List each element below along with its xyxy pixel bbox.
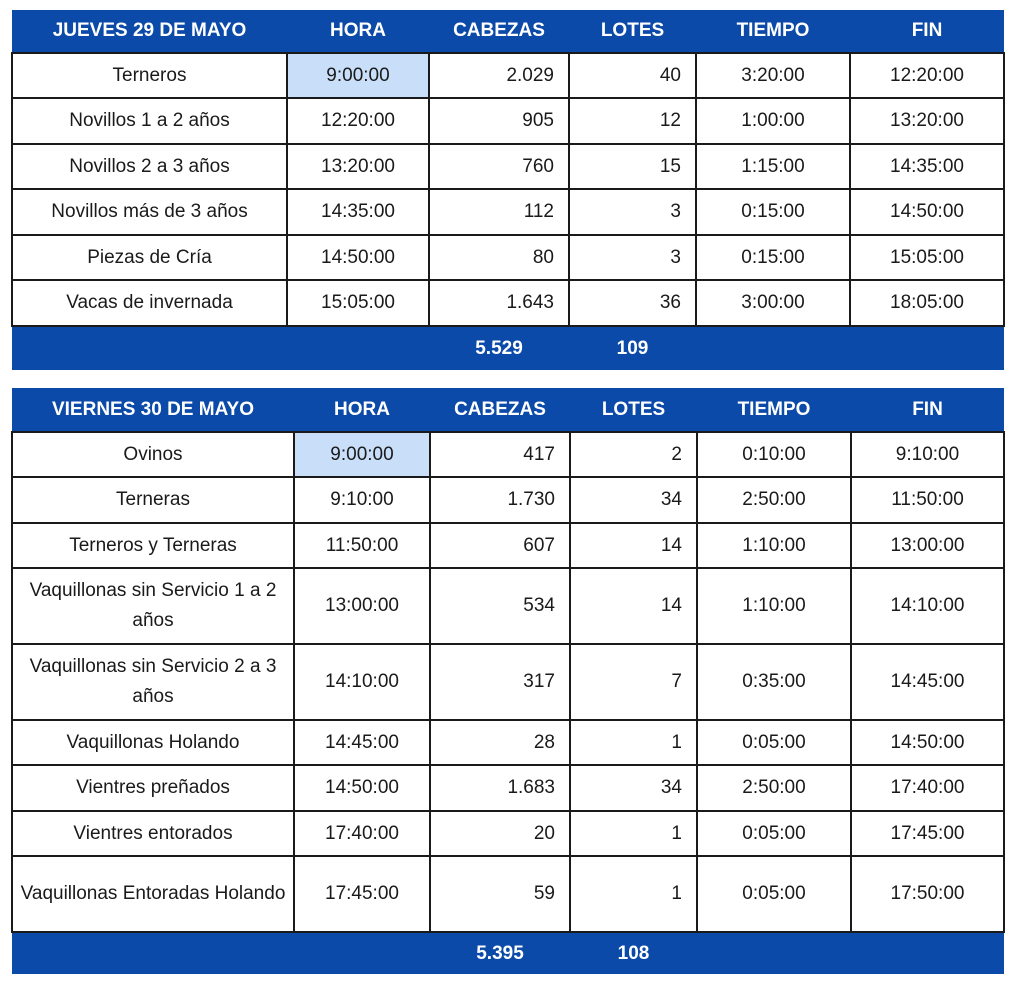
- cell-hora: 14:50:00: [294, 765, 430, 811]
- cell-lotes: 40: [569, 53, 696, 98]
- table-row: [12, 856, 1004, 932]
- table-row: [12, 765, 1004, 811]
- total-lotes: 108: [570, 932, 697, 974]
- cell-fin: 12:20:00: [850, 53, 1004, 98]
- header-hora: HORA: [294, 388, 430, 432]
- cell-cabezas: 607: [430, 523, 570, 568]
- cell-tiempo: 0:05:00: [697, 856, 851, 932]
- table-row: [12, 432, 1004, 477]
- cell-category: Vaquillonas Entoradas Holando: [12, 856, 294, 932]
- cell-lotes: 15: [569, 144, 696, 189]
- cell-cabezas: 2.029: [429, 53, 569, 98]
- cell-cabezas: 317: [430, 644, 570, 720]
- cell-tiempo: 3:00:00: [696, 280, 850, 326]
- cell-fin: 14:10:00: [851, 568, 1004, 644]
- cell-hora: 15:05:00: [287, 280, 429, 326]
- cell-cabezas: 417: [430, 432, 570, 477]
- totals-row: [12, 326, 1004, 370]
- cell-cabezas: 20: [430, 811, 570, 856]
- cell-category: Vaquillonas Holando: [12, 720, 294, 765]
- cell-lotes: 14: [570, 523, 697, 568]
- table-row: [12, 235, 1004, 280]
- cell-tiempo: 0:15:00: [696, 235, 850, 280]
- cell-tiempo: 0:15:00: [696, 189, 850, 235]
- cell-cabezas: 760: [429, 144, 569, 189]
- cell-lotes: 12: [569, 98, 696, 144]
- cell-category: Novillos 1 a 2 años: [12, 98, 287, 144]
- table-row: [12, 523, 1004, 568]
- header-lotes: LOTES: [569, 10, 696, 53]
- cell-lotes: 3: [569, 189, 696, 235]
- cell-tiempo: 3:20:00: [696, 53, 850, 98]
- cell-fin: 17:45:00: [851, 811, 1004, 856]
- cell-hora: 12:20:00: [287, 98, 429, 144]
- cell-tiempo: 0:05:00: [697, 811, 851, 856]
- cell-cabezas: 1.683: [430, 765, 570, 811]
- table-row: [12, 644, 1004, 720]
- header-day: VIERNES 30 DE MAYO: [12, 388, 294, 432]
- cell-fin: 14:50:00: [850, 189, 1004, 235]
- cell-cabezas: 112: [429, 189, 569, 235]
- cell-fin: 13:00:00: [851, 523, 1004, 568]
- cell-category: Vientres preñados: [12, 765, 294, 811]
- cell-hora: 14:45:00: [294, 720, 430, 765]
- cell-category: Terneras: [12, 477, 294, 523]
- cell-hora: 11:50:00: [294, 523, 430, 568]
- cell-lotes: 7: [570, 644, 697, 720]
- table-row: [12, 720, 1004, 765]
- cell-hora: 14:35:00: [287, 189, 429, 235]
- cell-tiempo: 2:50:00: [697, 765, 851, 811]
- table-row: [12, 144, 1004, 189]
- cell-fin: 13:20:00: [850, 98, 1004, 144]
- cell-category: Vientres entorados: [12, 811, 294, 856]
- cell-tiempo: 0:10:00: [697, 432, 851, 477]
- header-hora: HORA: [287, 10, 429, 53]
- total-lotes: 109: [569, 326, 696, 370]
- header-row: [12, 10, 1004, 53]
- cell-fin: 18:05:00: [850, 280, 1004, 326]
- cell-hora: 9:00:00: [294, 432, 430, 477]
- total-cabezas: 5.529: [429, 326, 569, 370]
- header-fin: FIN: [850, 10, 1004, 53]
- cell-hora: 13:00:00: [294, 568, 430, 644]
- cell-tiempo: 0:05:00: [697, 720, 851, 765]
- cell-category: Piezas de Cría: [12, 235, 287, 280]
- table-row: [12, 98, 1004, 144]
- cell-fin: 9:10:00: [851, 432, 1004, 477]
- header-tiempo: TIEMPO: [697, 388, 851, 432]
- table-row: [12, 568, 1004, 644]
- cell-fin: 14:45:00: [851, 644, 1004, 720]
- cell-tiempo: 1:10:00: [697, 568, 851, 644]
- cell-tiempo: 1:15:00: [696, 144, 850, 189]
- total-cabezas: 5.395: [430, 932, 570, 974]
- cell-lotes: 1: [570, 856, 697, 932]
- cell-category: Novillos más de 3 años: [12, 189, 287, 235]
- cell-tiempo: 0:35:00: [697, 644, 851, 720]
- header-cabezas: CABEZAS: [430, 388, 570, 432]
- header-cabezas: CABEZAS: [429, 10, 569, 53]
- cell-lotes: 36: [569, 280, 696, 326]
- cell-fin: 14:50:00: [851, 720, 1004, 765]
- table-row: [12, 811, 1004, 856]
- header-fin: FIN: [851, 388, 1004, 432]
- cell-cabezas: 534: [430, 568, 570, 644]
- table-row: [12, 477, 1004, 523]
- cell-tiempo: 1:10:00: [697, 523, 851, 568]
- cell-cabezas: 1.643: [429, 280, 569, 326]
- cell-tiempo: 2:50:00: [697, 477, 851, 523]
- cell-category: Terneros y Terneras: [12, 523, 294, 568]
- cell-lotes: 1: [570, 720, 697, 765]
- cell-lotes: 2: [570, 432, 697, 477]
- cell-fin: 14:35:00: [850, 144, 1004, 189]
- cell-lotes: 34: [570, 477, 697, 523]
- cell-lotes: 14: [570, 568, 697, 644]
- cell-category: Vaquillonas sin Servicio 1 a 2 años: [12, 568, 294, 644]
- schedule-table-friday: [11, 388, 1005, 974]
- cell-hora: 9:10:00: [294, 477, 430, 523]
- table-row: [12, 53, 1004, 98]
- cell-fin: 11:50:00: [851, 477, 1004, 523]
- cell-category: Vacas de invernada: [12, 280, 287, 326]
- cell-hora: 17:40:00: [294, 811, 430, 856]
- cell-fin: 15:05:00: [850, 235, 1004, 280]
- schedule-table-thursday: [11, 10, 1005, 370]
- header-row: [12, 388, 1004, 432]
- cell-hora: 13:20:00: [287, 144, 429, 189]
- cell-hora: 14:50:00: [287, 235, 429, 280]
- cell-category: Ovinos: [12, 432, 294, 477]
- cell-cabezas: 905: [429, 98, 569, 144]
- cell-fin: 17:40:00: [851, 765, 1004, 811]
- cell-hora: 14:10:00: [294, 644, 430, 720]
- cell-lotes: 3: [569, 235, 696, 280]
- table-row: [12, 189, 1004, 235]
- cell-lotes: 34: [570, 765, 697, 811]
- cell-hora: 9:00:00: [287, 53, 429, 98]
- table-row: [12, 280, 1004, 326]
- table-body: [12, 432, 1004, 932]
- cell-cabezas: 28: [430, 720, 570, 765]
- cell-cabezas: 1.730: [430, 477, 570, 523]
- table-body: [12, 53, 1004, 326]
- header-lotes: LOTES: [570, 388, 697, 432]
- cell-cabezas: 80: [429, 235, 569, 280]
- header-day: JUEVES 29 DE MAYO: [12, 10, 287, 53]
- cell-cabezas: 59: [430, 856, 570, 932]
- cell-hora: 17:45:00: [294, 856, 430, 932]
- cell-tiempo: 1:00:00: [696, 98, 850, 144]
- cell-category: Novillos 2 a 3 años: [12, 144, 287, 189]
- cell-fin: 17:50:00: [851, 856, 1004, 932]
- totals-row: [12, 932, 1004, 974]
- cell-category: Terneros: [12, 53, 287, 98]
- cell-lotes: 1: [570, 811, 697, 856]
- header-tiempo: TIEMPO: [696, 10, 850, 53]
- cell-category: Vaquillonas sin Servicio 2 a 3 años: [12, 644, 294, 720]
